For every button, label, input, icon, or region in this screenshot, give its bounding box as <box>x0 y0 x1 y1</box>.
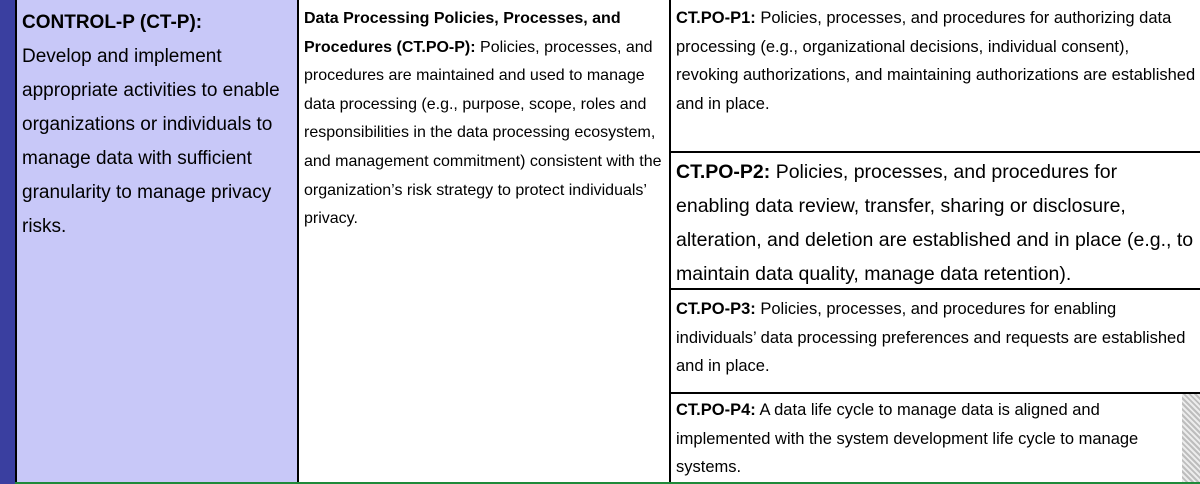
subcategory-id: CT.PO-P2: <box>676 161 771 183</box>
function-description: Develop and implement appropriate activities to enable organizations or individuals to manage data with sufficient granularity to manage privacy risks. <box>22 46 280 237</box>
function-title: CONTROL-P (CT-P): <box>22 12 203 33</box>
category-title: Data Processing Policies, Processes, and Procedures (CT.PO-P): <box>304 10 621 56</box>
subcategory-text: Policies, processes, and procedures for authorizing data processing (e.g., organizational decisions, individual consent), revoking authorizations, and maintaining authorizations are established and in place. <box>676 9 1196 113</box>
subcategory-cell-p3[interactable] <box>671 290 1200 394</box>
subcategory-id: CT.PO-P3: <box>676 300 756 318</box>
subcategory-id: CT.PO-P1: <box>676 9 756 27</box>
subcategory-id: CT.PO-P4: <box>676 401 756 419</box>
category-cell[interactable] <box>299 0 671 484</box>
subcategory-cell-p2[interactable] <box>671 153 1200 290</box>
subcategory-text: A data life cycle to manage data is aligned and implemented with the system development life cycle to manage systems. <box>676 401 1139 477</box>
subcategory-column <box>671 0 1200 484</box>
subcategory-cell-p4[interactable] <box>671 394 1200 484</box>
scrollbar-track[interactable] <box>1182 394 1200 484</box>
subcategory-text: Policies, processes, and procedures for enabling individuals’ data processing preferences and requests are established and in place. <box>676 300 1186 376</box>
row-header-strip <box>0 0 15 484</box>
category-description: Policies, processes, and procedures are maintained and used to manage data processing (e.g., purpose, scope, roles and responsibilities in the data processing ecosystem, and management commitment) consistent with the organization’s risk strategy to protect individuals’ privacy. <box>304 38 662 228</box>
function-cell[interactable] <box>15 0 299 484</box>
subcategory-cell-p1[interactable] <box>671 0 1200 153</box>
subcategory-text: Policies, processes, and procedures for enabling data review, transfer, sharing or disclosure, alteration, and deletion are established and in place (e.g., to maintain data quality, manage data retention). <box>676 161 1194 285</box>
